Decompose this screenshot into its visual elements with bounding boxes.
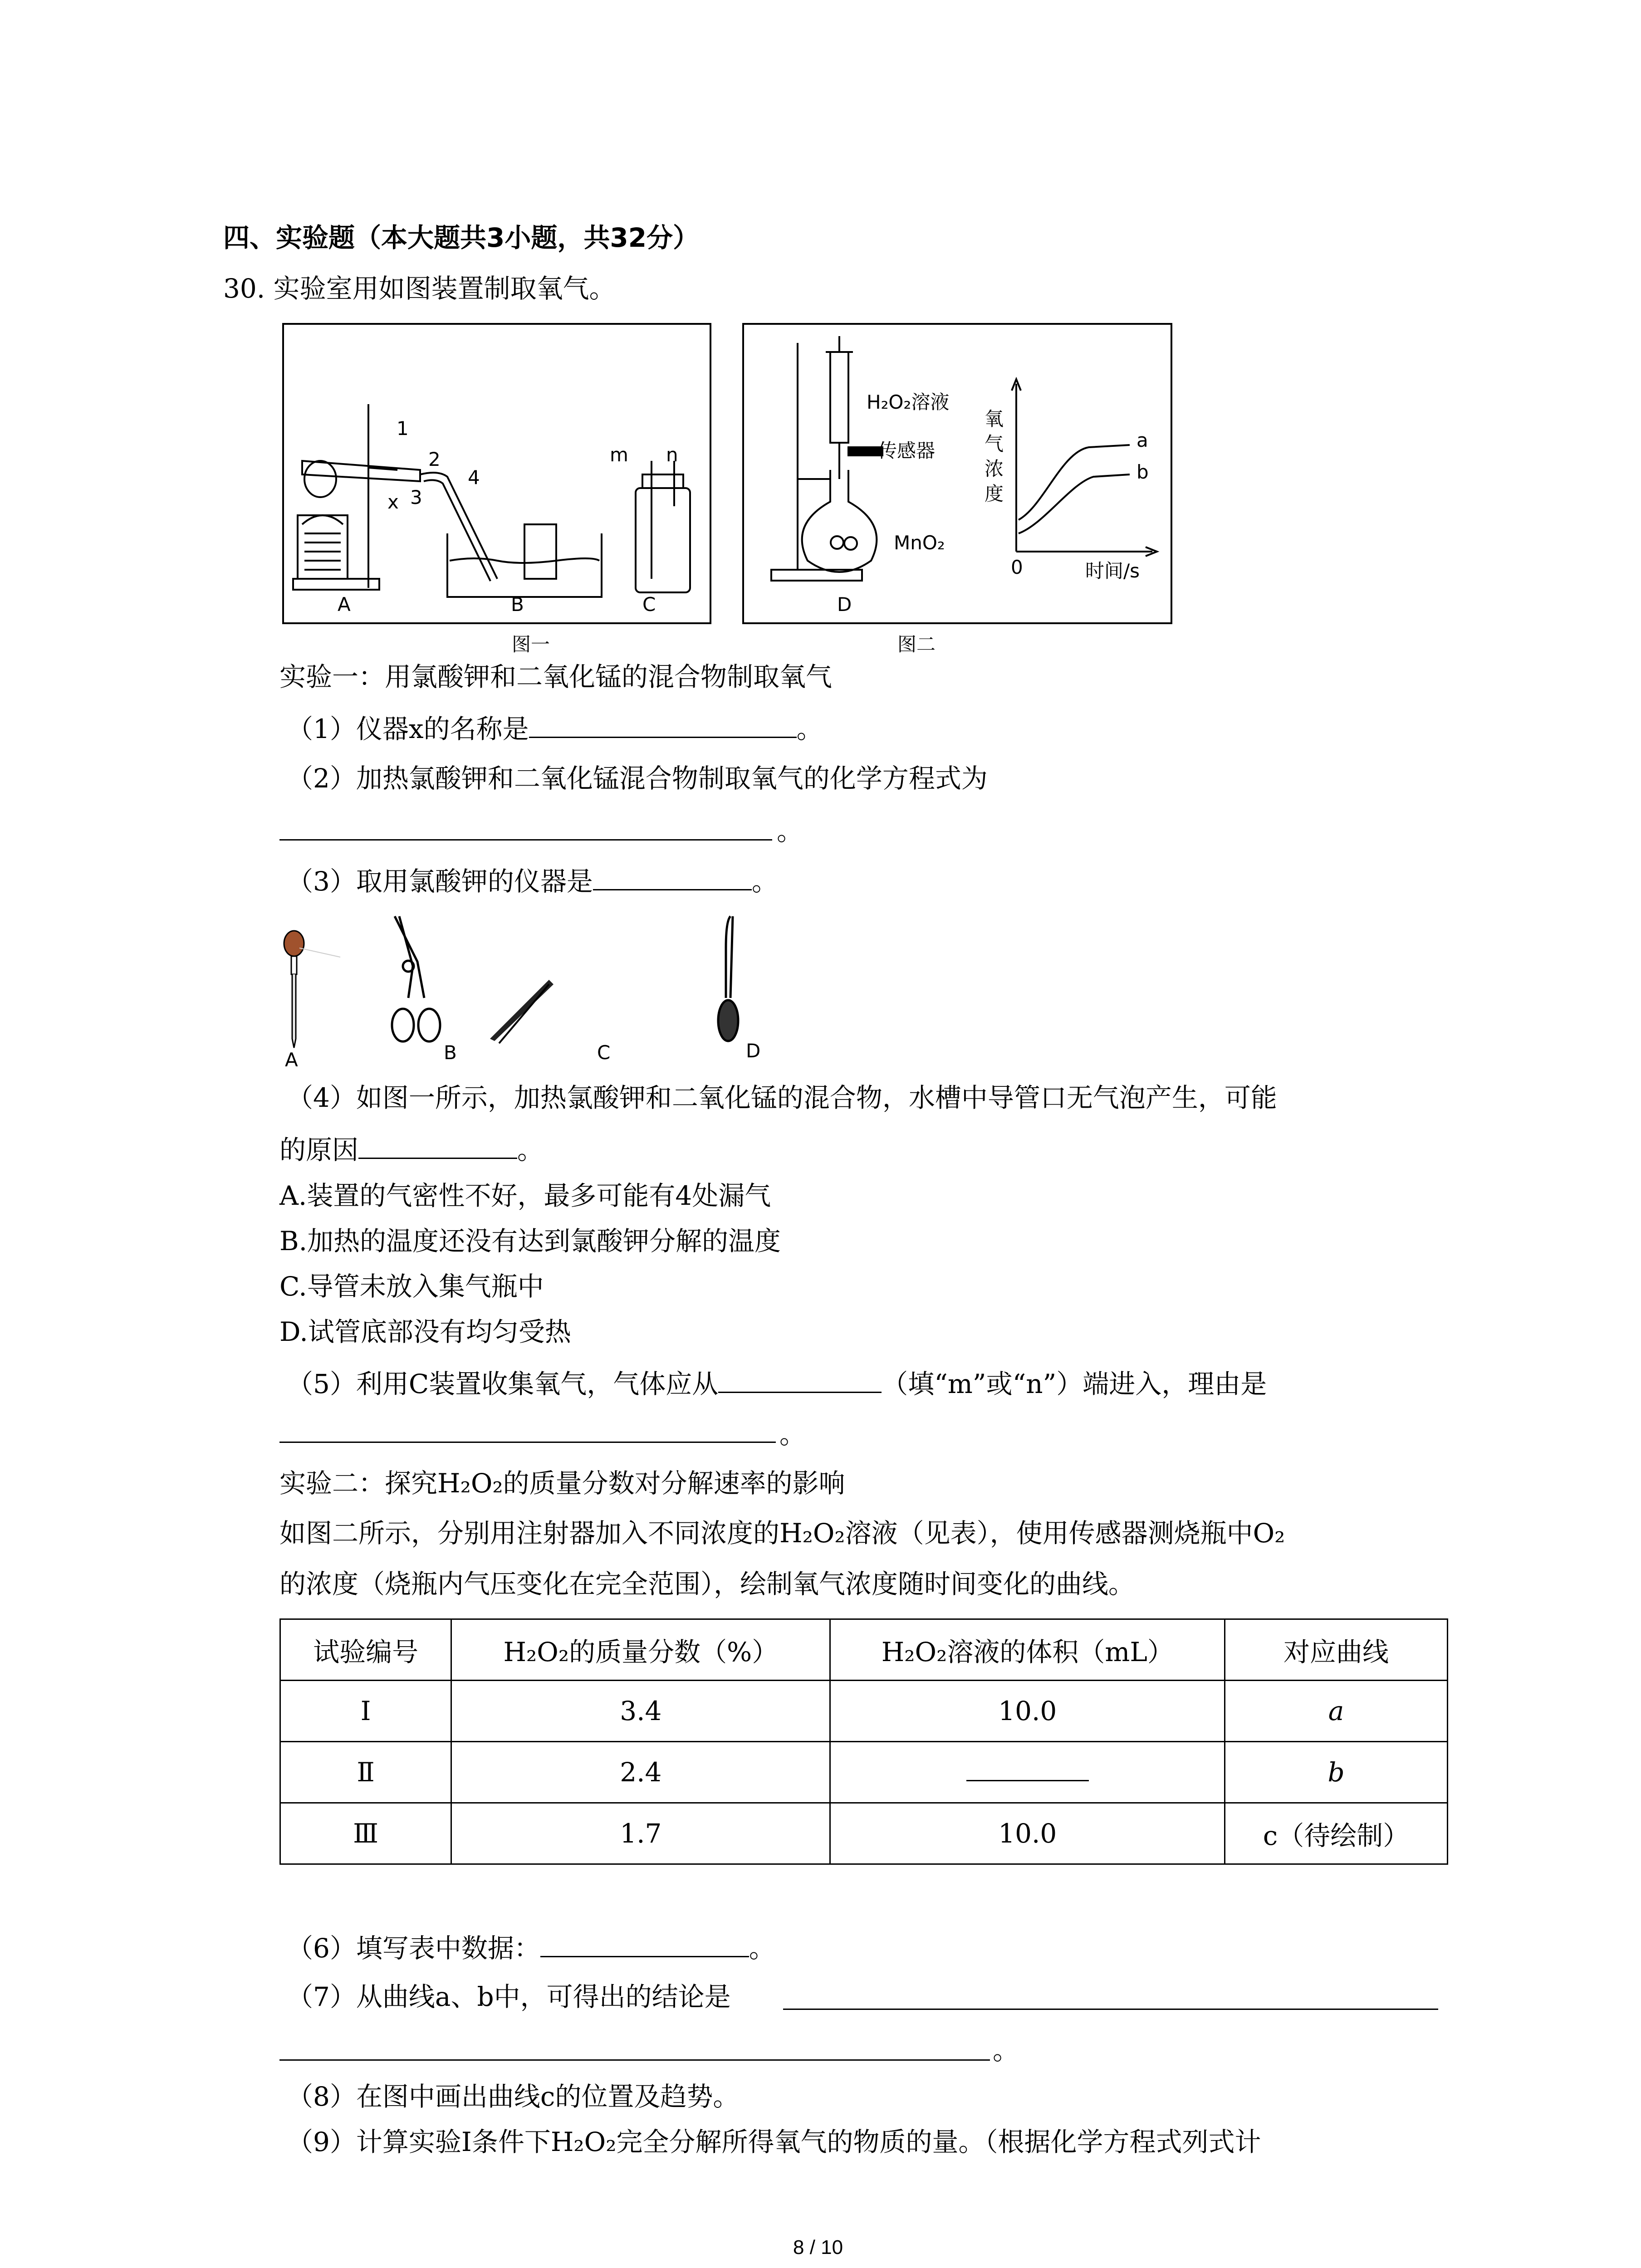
table-header: H₂O₂溶液的体积（mL） — [830, 1619, 1225, 1681]
fig1-label-b: B — [511, 593, 524, 616]
question-6 — [287, 1931, 775, 1965]
fig2-sensor-label: 传感器 — [878, 440, 936, 462]
table-header: H₂O₂的质量分数（%） — [451, 1619, 830, 1681]
x-axis-origin: 0 — [1011, 556, 1023, 578]
y-axis-char-2: 气 — [985, 433, 1004, 455]
question-7-end: 。 — [993, 2035, 1019, 2066]
section-heading: 四、实验题（本大题共3小题，共32分） — [223, 222, 700, 253]
table-cell: 1.7 — [451, 1803, 830, 1864]
table-row — [280, 1803, 1448, 1864]
question-5-mid: （填“m”或“n”）端进入，理由是 — [882, 1369, 1267, 1399]
table-cell: 2.4 — [451, 1742, 830, 1803]
answer-blank-3[interactable] — [593, 864, 752, 890]
figure-2 — [742, 323, 1172, 624]
crucible-tongs-icon — [392, 916, 440, 1041]
question-4-end: 。 — [517, 1134, 544, 1165]
figure-1 — [282, 323, 711, 624]
table-row — [280, 1742, 1448, 1803]
tools-illustration — [272, 912, 817, 1066]
tweezers-icon — [490, 980, 554, 1043]
question-4-text: 的原因 — [279, 1134, 359, 1165]
fig2-label-d: D — [837, 593, 852, 616]
answer-blank-5-reason[interactable] — [279, 1442, 776, 1443]
answer-blank-7[interactable] — [783, 2009, 1438, 2010]
question-3-end: 。 — [751, 866, 778, 897]
y-axis-char-1: 氧 — [985, 408, 1004, 430]
question-4-line-2 — [279, 1132, 544, 1166]
table-cell — [830, 1742, 1225, 1803]
tool-label-d: D — [746, 1040, 761, 1062]
dropper-icon — [284, 931, 340, 1048]
fig1-label-a: A — [338, 593, 351, 616]
fig1-label-n: n — [666, 444, 678, 466]
table-header: 对应曲线 — [1225, 1619, 1448, 1681]
fig2-mno2-label: MnO₂ — [894, 532, 945, 554]
table-cell — [1225, 1681, 1448, 1742]
answer-blank-1[interactable] — [529, 711, 797, 738]
table-cell: 3.4 — [451, 1681, 830, 1742]
figure-1-apparatus-drawing — [284, 325, 710, 622]
tool-label-b: B — [444, 1041, 457, 1064]
option-d: D.试管底部没有均匀受热 — [279, 1316, 571, 1347]
experiment-1-title: 实验一：用氯酸钾和二氧化锰的混合物制取氧气 — [279, 661, 833, 692]
option-a: A.装置的气密性不好，最多可能有4处漏气 — [279, 1180, 771, 1211]
table-cell: Ⅱ — [280, 1742, 451, 1803]
fig1-label-x: x — [387, 491, 399, 513]
fig1-label-m: m — [610, 444, 628, 466]
data-table — [279, 1618, 1448, 1865]
question-7: （7）从曲线a、b中，可得出的结论是 — [287, 1981, 731, 2012]
curve-name: a — [1328, 1696, 1344, 1726]
table-cell: Ⅰ — [280, 1681, 451, 1742]
figure-2-caption: 图二 — [897, 633, 936, 655]
question-9: （9）计算实验Ⅰ条件下H₂O₂完全分解所得氧气的物质的量。（根据化学方程式列式计 — [287, 2126, 1261, 2157]
table-row — [280, 1681, 1448, 1742]
fig1-label-4: 4 — [468, 466, 480, 489]
question-3 — [287, 864, 778, 898]
table-answer-blank[interactable] — [966, 1762, 1089, 1781]
option-c: C.导管未放入集气瓶中 — [279, 1271, 544, 1302]
experiment-2-description-1: 如图二所示，分别用注射器加入不同浓度的H₂O₂溶液（见表），使用传感器测烧瓶中O₂ — [279, 1518, 1285, 1549]
answer-blank-7-continued[interactable] — [279, 2059, 990, 2061]
table-cell: 10.0 — [830, 1803, 1225, 1864]
table-header: 试验编号 — [280, 1619, 451, 1681]
question-5-text: （5）利用C装置收集氧气，气体应从 — [287, 1369, 719, 1399]
experiment-2-description-2: 的浓度（烧瓶内气压变化在完全范围），绘制氧气浓度随时间变化的曲线。 — [279, 1569, 1135, 1599]
question-1 — [287, 711, 823, 745]
question-4-line-1: （4）如图一所示，加热氯酸钾和二氧化锰的混合物，水槽中导管口无气泡产生，可能 — [287, 1082, 1277, 1113]
fig1-label-1: 1 — [397, 417, 409, 440]
curve-a-label: a — [1136, 429, 1148, 451]
question-6-end: 。 — [749, 1933, 775, 1964]
answer-blank-6[interactable] — [540, 1931, 749, 1957]
y-axis-char-4: 度 — [985, 483, 1004, 505]
medicine-spoon-icon — [718, 916, 738, 1041]
curve-name: b — [1327, 1757, 1345, 1788]
tool-label-c: C — [597, 1041, 611, 1064]
curve-a-line — [1019, 445, 1130, 520]
question-1-text: （1）仪器x的名称是 — [287, 714, 529, 744]
x-axis-label: 时间/s — [1085, 560, 1140, 582]
question-2-end: 。 — [777, 816, 803, 846]
question-6-text: （6）填写表中数据： — [287, 1933, 540, 1964]
page-number: 8 / 10 — [793, 2236, 843, 2258]
table-header-row — [280, 1619, 1448, 1681]
fig2-h2o2-label: H₂O₂溶液 — [867, 391, 950, 413]
curve-b-label: b — [1136, 461, 1149, 483]
y-axis-char-3: 浓 — [985, 458, 1004, 480]
question-8: （8）在图中画出曲线c的位置及趋势。 — [287, 2081, 740, 2112]
figure-1-caption: 图一 — [512, 633, 550, 655]
table-cell: 10.0 — [830, 1681, 1225, 1742]
question-5 — [287, 1366, 1267, 1400]
fig1-label-c: C — [642, 593, 656, 616]
question-1-end: 。 — [796, 714, 823, 744]
table-cell — [1225, 1742, 1448, 1803]
answer-blank-4[interactable] — [358, 1132, 517, 1159]
tool-label-a: A — [285, 1049, 298, 1071]
question-30-stem: 30. 实验室用如图装置制取氧气。 — [223, 273, 616, 304]
fig1-label-3: 3 — [410, 486, 422, 508]
answer-blank-2[interactable] — [279, 839, 772, 841]
option-b: B.加热的温度还没有达到氯酸钾分解的温度 — [279, 1226, 781, 1256]
question-3-text: （3）取用氯酸钾的仪器是 — [287, 866, 593, 897]
table-cell: Ⅲ — [280, 1803, 451, 1864]
experiment-2-title: 实验二：探究H₂O₂的质量分数对分解速率的影响 — [279, 1468, 845, 1499]
fig1-label-2: 2 — [428, 448, 441, 470]
question-2: （2）加热氯酸钾和二氧化锰混合物制取氧气的化学方程式为 — [287, 763, 988, 794]
question-5-end: 。 — [779, 1419, 806, 1450]
answer-blank-5[interactable] — [718, 1366, 882, 1393]
table-cell: c（待绘制） — [1225, 1803, 1448, 1864]
